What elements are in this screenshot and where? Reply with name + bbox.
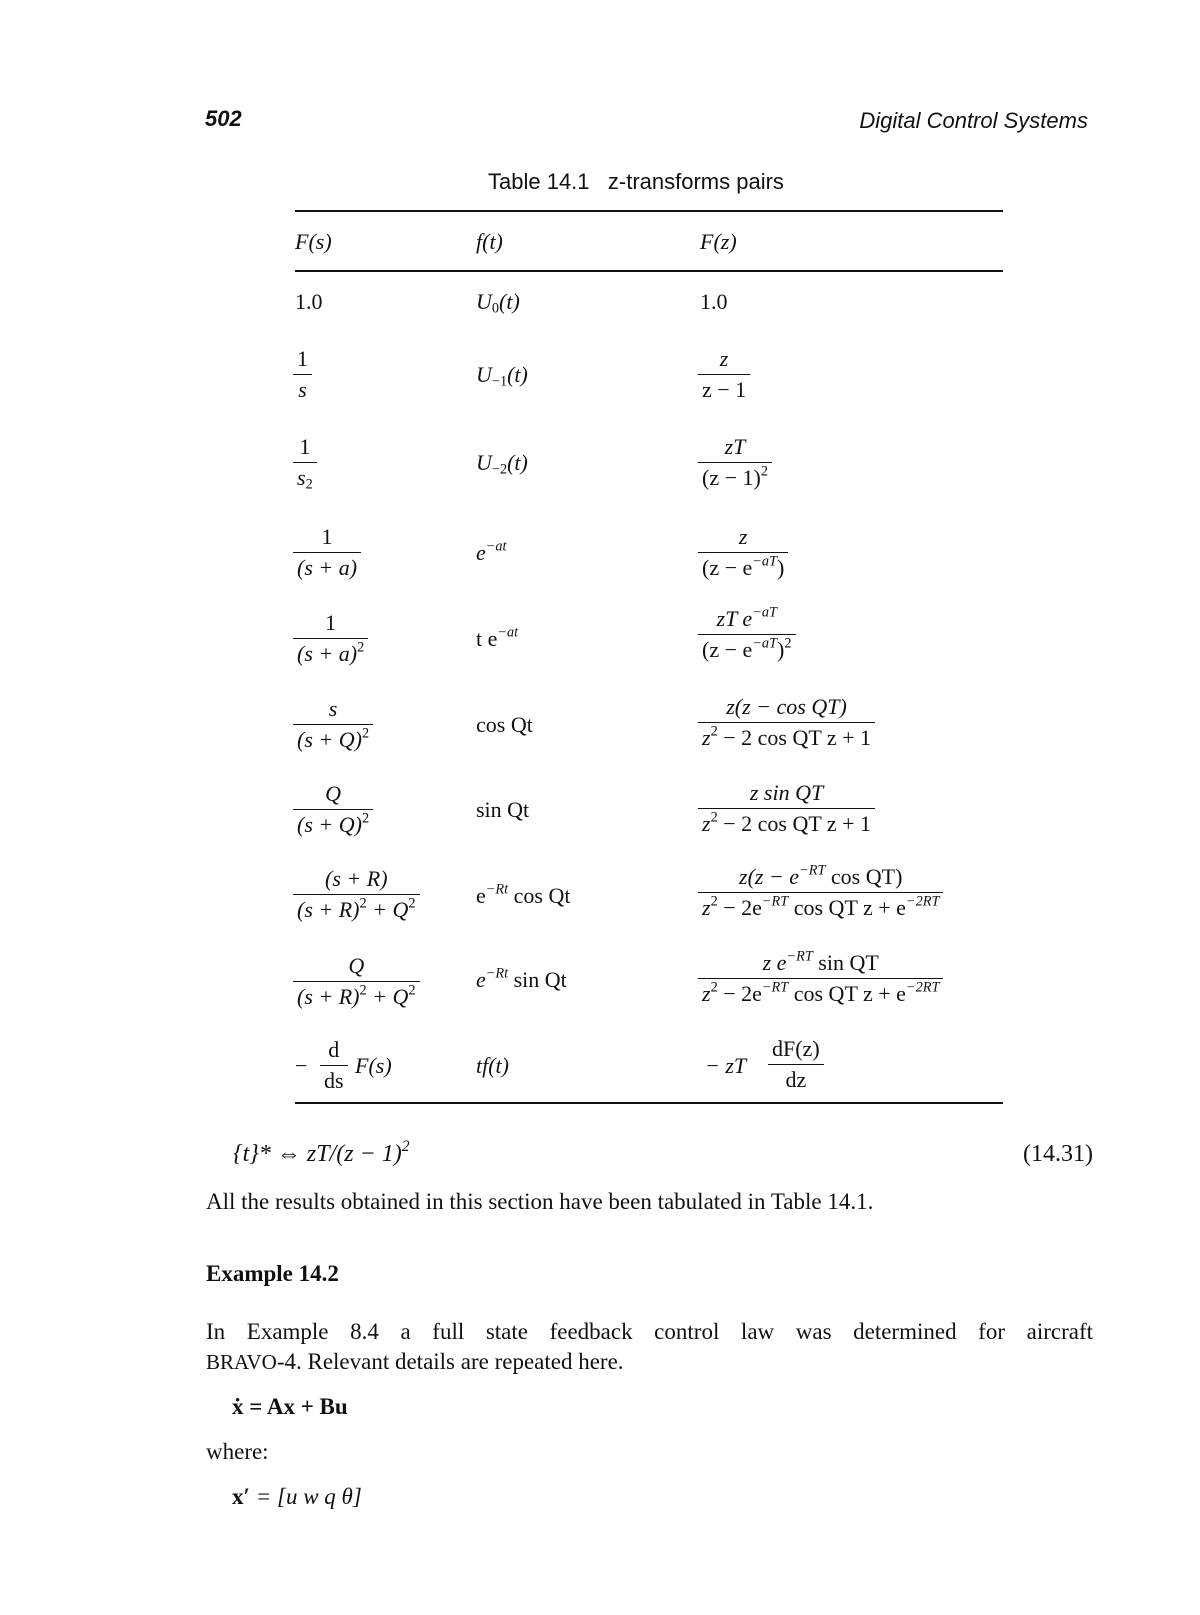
row5-ft: t $e^{-at}$	[476, 624, 519, 651]
state-equation: ẋ = Ax + Bu	[232, 1394, 348, 1419]
row9-Fz: $\frac{z e^{-RT} \sin QT}{z^2 - 2e^{-RT} \cos QT z + e^{-2RT}}$	[700, 952, 941, 1005]
column-header-ft: f(t)	[476, 229, 503, 254]
equation-number: (14.31)	[1023, 1141, 1093, 1167]
table-caption	[488, 169, 784, 195]
row3-ft: $U_{-2}(t)$	[476, 450, 528, 478]
row3-Fs: $\frac{1}{s_2}$	[295, 436, 315, 489]
row8-Fz: $\frac{z(z - e^{-RT} \cos QT)}{z^2 - 2e^{-RT} \cos QT z + e^{-2RT}}$	[700, 866, 941, 919]
page-number: 502	[205, 106, 242, 131]
example-text-line1: In Example 8.4 a full state feedback control law was determined for aircraft	[206, 1319, 1093, 1344]
row6-ft: cos Qt	[476, 712, 533, 737]
row4-Fs: $\frac{1}{(s + a)}$	[295, 526, 359, 579]
column-header-Fs: F(s)	[295, 229, 332, 254]
row4-ft: $e^{-at}$	[476, 538, 507, 565]
row7-Fs: $\frac{Q}{(s + Q)^2}$	[295, 783, 371, 836]
summary-paragraph: All the results obtained in this section have been tabulated in Table 14.1.	[206, 1189, 874, 1214]
row2-Fs: $\frac{1}{s}$	[295, 348, 310, 401]
row1-Fz: 1.0	[700, 289, 728, 314]
row10-Fz-prefix: − zT	[705, 1053, 747, 1078]
row1-ft: $U_0(t)$	[476, 289, 520, 317]
row5-Fs: $\frac{1}{(s + a)^2}$	[295, 612, 366, 665]
row1-Fs: 1.0	[295, 289, 323, 314]
row10-ft: tf(t)	[476, 1053, 509, 1078]
row10-Fs-term: F(s)	[355, 1053, 392, 1078]
row7-Fz: $\frac{\text{z sin QT}}{z^2 - 2 \cos QT z + 1}$	[700, 782, 873, 835]
row9-ft: $e^{-Rt}$ sin Qt	[476, 965, 567, 992]
row9-Fs: $\frac{Q}{(s + R)^2 + Q^2}$	[295, 955, 418, 1008]
row10-Fs-minus: −	[295, 1053, 308, 1078]
equation-14-31: {t}* ⇔ $zT/(z - 1)^2$	[233, 1137, 410, 1167]
row2-ft: $U_{-1}(t)$	[476, 362, 528, 390]
table-bottom-rule	[295, 1102, 1003, 1104]
example-heading: Example 14.2	[206, 1261, 339, 1286]
state-vector: x′ = [u w q θ]	[232, 1484, 362, 1509]
row7-ft: sin Qt	[476, 797, 530, 822]
example-text-line2: BRAVO-4. Relevant details are repeated here.	[206, 1349, 624, 1374]
row6-Fs: $\frac{s}{(s + Q)^2}$	[295, 698, 371, 751]
row3-Fz: $\frac{zT}{(z - 1)^2}$	[700, 436, 770, 489]
where-label: where:	[206, 1439, 269, 1464]
row4-Fz: $\frac{z}{(z - e^{-aT})}$	[700, 526, 786, 579]
row8-ft: $e^{-Rt}$ cos Qt	[476, 881, 571, 908]
row8-Fs: $\frac{(s + R)}{(s + R)^2 + Q^2}$	[295, 868, 418, 921]
row2-Fz: $\frac{z}{z - 1}$	[700, 348, 748, 401]
row10-Fz-derivative: $\frac{dF(z)}{dz}$	[770, 1038, 822, 1091]
column-header-Fz: F(z)	[700, 229, 737, 254]
table-top-rule	[295, 210, 1003, 212]
table-header-rule	[295, 270, 1003, 272]
running-head: Digital Control Systems	[859, 108, 1088, 133]
table-number: Table 14.1	[488, 169, 590, 194]
table-title: z-transforms pairs	[607, 169, 784, 194]
row6-Fz: $\frac{\text{z(z − cos QT)}}{z^2 - 2 \cos QT z + 1}$	[700, 696, 873, 749]
row10-Fs-derivative: $\frac{d}{ds}$	[322, 1039, 346, 1092]
row5-Fz: $\frac{zT e^{-aT}}{(z - e^{-aT})^2}$	[700, 608, 794, 661]
